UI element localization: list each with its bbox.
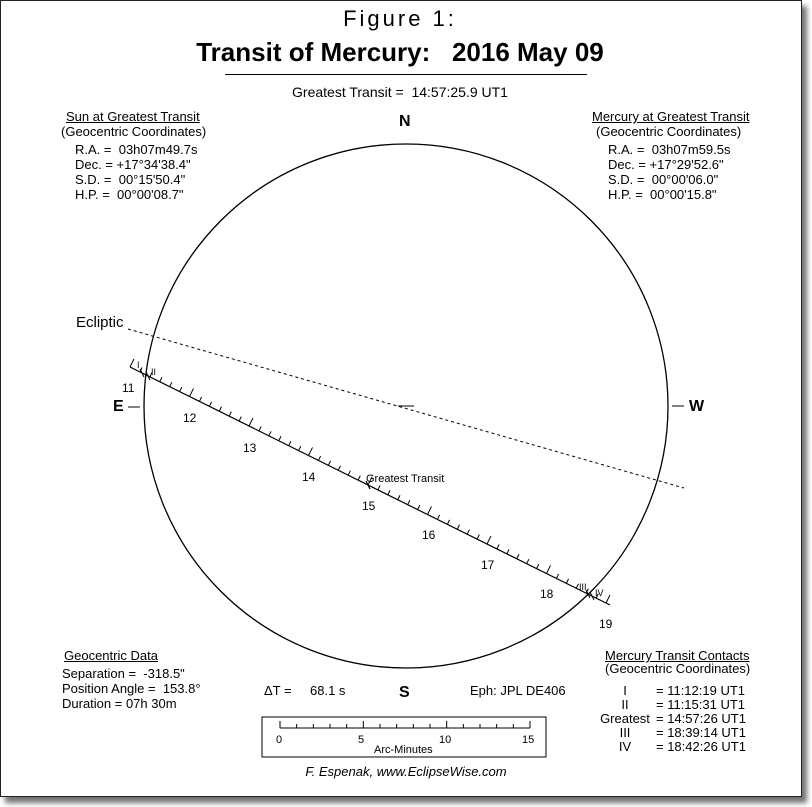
mercury-dec: Dec. = +17°29'52.6" — [608, 157, 724, 172]
minute-tick — [408, 500, 410, 504]
scale-label: Arc-Minutes — [374, 744, 433, 756]
sun-block-title: Sun at Greatest Transit — [66, 109, 200, 124]
minute-tick — [418, 505, 420, 509]
contact-label-i: I — [137, 360, 140, 370]
mercury-sd: S.D. = 00°00'06.0" — [608, 172, 719, 187]
separation: Separation = -318.5" — [62, 666, 185, 681]
greatest-transit-time: Greatest Transit = 14:57:25.9 UT1 — [292, 84, 508, 100]
minute-tick — [348, 471, 350, 475]
minute-tick — [239, 417, 241, 421]
minute-tick — [398, 495, 400, 499]
minute-tick — [269, 431, 271, 435]
mercury-ra: R.A. = 03h07m59.5s — [608, 142, 731, 157]
minute-tick — [318, 456, 320, 460]
hour-tick — [309, 447, 313, 455]
hour-label-14: 14 — [302, 470, 316, 484]
sun-block-subtitle: (Geocentric Coordinates) — [61, 124, 207, 139]
scale-tick-0: 0 — [276, 734, 283, 746]
minute-tick — [378, 485, 380, 489]
mercury-hp: H.P. = 00°00'15.8" — [608, 187, 717, 202]
minute-tick — [180, 387, 182, 391]
hour-tick — [547, 565, 551, 573]
minute-tick — [328, 461, 330, 465]
sun-dec: Dec. = +17°34'38.4" — [75, 157, 191, 172]
hour-tick — [249, 418, 253, 426]
hour-label-12: 12 — [183, 411, 197, 425]
hour-label-16: 16 — [422, 528, 436, 542]
minute-tick — [437, 515, 439, 519]
minute-tick — [209, 402, 211, 406]
contact-time-iv: = 18:42:26 UT1 — [656, 739, 746, 754]
hour-label-19: 19 — [599, 617, 613, 631]
contact-time-i: = 11:12:19 UT1 — [656, 683, 746, 698]
hour-label-13: 13 — [243, 441, 257, 455]
delta-t-value: 68.1 s — [310, 683, 346, 698]
greatest-transit-label: Greatest Transit — [366, 473, 445, 485]
contacts-subtitle: (Geocentric Coordinates) — [605, 661, 751, 676]
minute-tick — [517, 554, 519, 558]
contact-name-greatest: Greatest — [600, 711, 650, 726]
sun-sd: S.D. = 00°15'50.4" — [75, 172, 186, 187]
minute-tick — [279, 436, 281, 440]
sun-hp: H.P. = 00°00'08.7" — [75, 187, 184, 202]
minute-tick — [527, 559, 529, 563]
minute-tick — [477, 535, 479, 539]
contact-time-iii: = 18:39:14 UT1 — [656, 725, 746, 740]
hour-label-11: 11 — [122, 381, 135, 395]
ephemeris: Eph: JPL DE406 — [470, 683, 566, 698]
north-label: N — [399, 113, 411, 130]
contacts-title: Mercury Transit Contacts — [605, 648, 750, 663]
west-label: W — [689, 398, 705, 415]
scale-tick-15: 15 — [522, 734, 535, 746]
delta-t-label: ΔT = — [264, 683, 292, 698]
hour-tick — [130, 359, 134, 367]
hour-tick — [428, 506, 432, 514]
minute-tick — [170, 382, 172, 386]
ecliptic-label: Ecliptic — [76, 314, 124, 331]
figure-label: Figure 1: — [343, 6, 457, 31]
hour-label-15: 15 — [362, 499, 376, 513]
minute-tick — [507, 549, 509, 553]
transit-path-line — [130, 367, 610, 605]
minute-tick — [388, 490, 390, 494]
contact-label-iii: III — [579, 582, 587, 592]
contact-time-ii: = 11:15:31 UT1 — [656, 697, 746, 712]
minute-tick — [338, 466, 340, 470]
scale-tick-5: 5 — [358, 734, 365, 746]
contact-name-i: I — [623, 683, 627, 698]
minute-tick — [160, 377, 162, 381]
hour-tick — [190, 388, 194, 396]
page-title: Transit of Mercury: 2016 May 09 — [196, 37, 604, 67]
minute-tick — [219, 407, 221, 411]
position-angle: Position Angle = 153.8° — [62, 681, 201, 696]
mercury-block-title: Mercury at Greatest Transit — [592, 109, 750, 124]
minute-tick — [556, 574, 558, 578]
minute-tick — [457, 525, 459, 529]
minute-tick — [289, 441, 291, 445]
minute-tick — [259, 426, 261, 430]
minute-tick — [358, 476, 360, 480]
east-label: E — [113, 398, 124, 415]
minute-tick — [467, 530, 469, 534]
sun-ra: R.A. = 03h07m49.7s — [75, 142, 198, 157]
hour-label-18: 18 — [540, 587, 554, 601]
hour-label-17: 17 — [481, 558, 495, 572]
contact-name-iv: IV — [618, 739, 632, 754]
ecliptic-line — [128, 329, 684, 488]
minute-tick — [447, 520, 449, 524]
hour-tick — [487, 536, 491, 544]
minute-tick — [537, 564, 539, 568]
contact-time-greatest: = 14:57:26 UT1 — [656, 711, 746, 726]
contact-label-iv: IV — [595, 588, 604, 598]
minute-tick — [199, 397, 201, 401]
minute-tick — [566, 579, 568, 583]
geocentric-data-title: Geocentric Data — [64, 648, 158, 663]
minute-tick — [497, 544, 499, 548]
south-label: S — [399, 684, 410, 701]
minute-tick — [229, 412, 231, 416]
contact-name-ii: II — [621, 697, 629, 712]
duration: Duration = 07h 30m — [62, 696, 177, 711]
mercury-block-subtitle: (Geocentric Coordinates) — [596, 124, 742, 139]
minute-tick — [299, 446, 301, 450]
hour-tick — [606, 595, 610, 603]
contact-name-iii: III — [619, 725, 631, 740]
credit: F. Espenak, www.EclipseWise.com — [305, 764, 507, 779]
scale-tick-10: 10 — [439, 734, 452, 746]
contact-label-ii: II — [151, 367, 157, 377]
